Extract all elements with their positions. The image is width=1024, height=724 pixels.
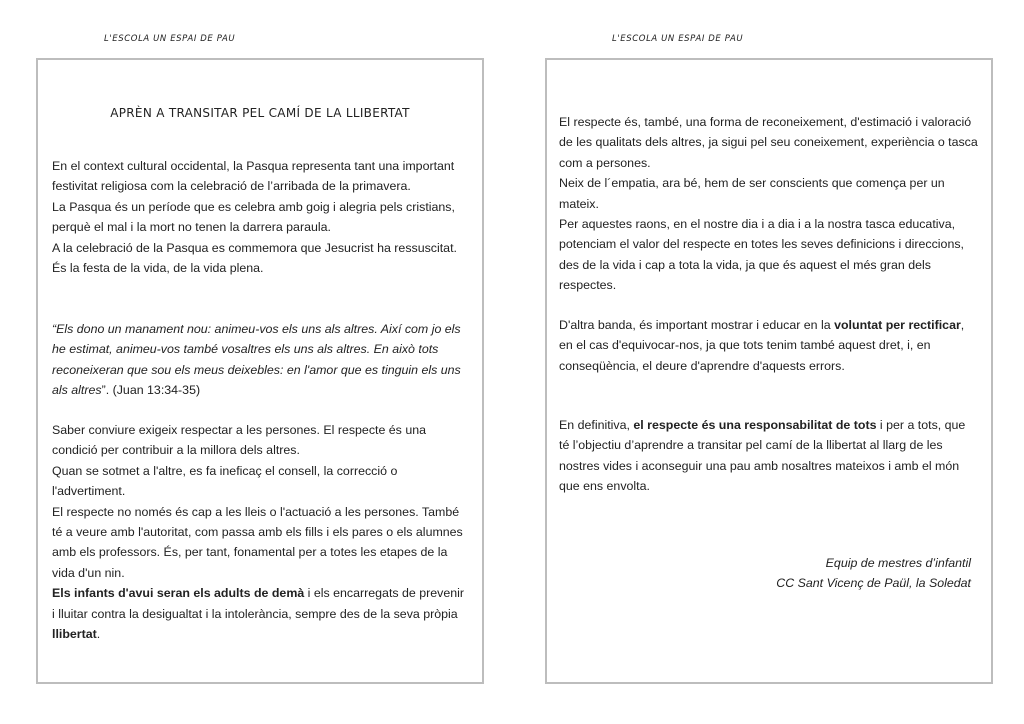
respect-paragraph: El respecte és, també, una forma de reconeixement, d'estimació i valoració de les qualitats dels altres, ja sigui pel seu coneixement, experiència o tasca com a persones. [559, 115, 978, 170]
page-header-right: L'ESCOLA UN ESPAI DE PAU [612, 34, 744, 44]
quote-text: “Els dono un manament nou: animeu-vos els uns als altres. Així com jo els he estimat, animeu-vos també vosaltres els uns als altres. En això tots reconeixeran que sou els meus deixebles: en l'amor que es tinguin els uns als altres [52, 322, 461, 398]
intro-paragraph: En el context cultural occidental, la Pasqua representa tant una important festivitat religiosa com la celebració de l’arribada de la primavera. [52, 159, 455, 194]
closing-paragraph: Els infants d'avui seran els adults de demà i els encarregats de prevenir i lluitar contra la desigualtat i la intolerància, sempre des de la seva pròpia llibertat. [52, 586, 465, 642]
rectify-paragraph: D'altra banda, és important mostrar i educar en la voluntat per rectificar, en el cas d'equivocar-nos, ja que tots tenim també aquest dret, i, en conseqüència, el deure d'aprendre d'aquests errors. [559, 318, 965, 373]
bold-phrase: Els infants d'avui seran els adults de demà [52, 586, 305, 601]
conclusion-paragraph: En definitiva, el respecte és una responsabilitat de tots i per a tots, que té l’objectiu d’aprendre a transitar pel camí de la llibertat al llarg de les nostres vides i aconseguir una pau amb nosaltres mateixos i amb el món que ens envolta. [559, 418, 966, 494]
document-title: APRÈN A TRANSITAR PEL CAMÍ DE LA LLIBERTAT [110, 106, 410, 120]
body-paragraph: El respecte no només és cap a les lleis o l'actuació a les persones. També té a veure amb l'autoritat, com passa amb els fills i els pares o els alumnes amb els professors. És, per tant, fonamental per a totes les etapes de la vida d'un nin. [52, 504, 463, 580]
intro-paragraph: La Pasqua és un període que es celebra amb goig i alegria pels cristians, perquè el mal i la mort no tenen la darrera paraula. [52, 199, 455, 235]
body-paragraph: Saber conviure exigeix respectar a les persones. El respecte és una condició per contribuir a la millora dels altres. [52, 423, 426, 458]
right-page [545, 58, 993, 684]
bold-phrase: el respecte és una responsabilitat de tots [633, 418, 877, 432]
left-page [36, 58, 484, 684]
respect-paragraph: Neix de l´empatia, ara bé, hem de ser conscients que comença per un mateix. [559, 176, 945, 211]
intro-block [52, 156, 470, 278]
intro-paragraph: A la celebració de la Pasqua es commemora que Jesucrist ha ressuscitat. És la festa de la vida, de la vida plena. [52, 240, 457, 276]
body-paragraph: Quan se sotmet a l'altre, es fa ineficaç el consell, la correcció o l'advertiment. [52, 463, 398, 499]
signature-line: CC Sant Vicenç de Paül, la Soledat [776, 576, 971, 591]
signature-line: Equip de mestres d’infantil [825, 556, 971, 570]
bible-quote [52, 319, 470, 401]
bold-word-llibertat: llibertat [52, 627, 97, 642]
body-block [52, 420, 470, 644]
respect-block [559, 112, 979, 296]
page-header-left: L'ESCOLA UN ESPAI DE PAU [104, 34, 236, 44]
respect-paragraph: Per aquestes raons, en el nostre dia i a dia i a la nostra tasca educativa, potenciam el valor del respecte en totes les seves definicions i direccions, des de la vida i cap a tota la vida, ja que és aquest el més gran dels respectes. [559, 217, 964, 293]
signature [776, 553, 971, 594]
bold-phrase: voluntat per rectificar [834, 318, 961, 332]
quote-reference: ”. (Juan 13:34-35) [101, 383, 201, 398]
